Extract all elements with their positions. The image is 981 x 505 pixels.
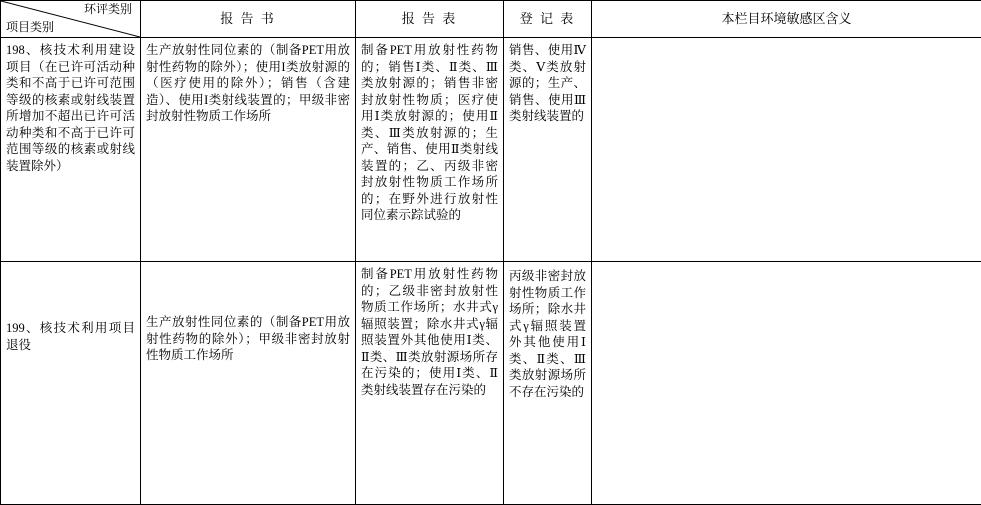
column-header-registration-form (504, 1, 592, 38)
corner-header-top-label: 环评类别 (84, 2, 132, 18)
row-category-cell: 198、核技术利用建设项目（在已许可活动种类和不高于已许可范围等级的核素或射线装置所增加不超出已许可活动种类和不高于已许可范围等级的核素或射线装置除外） (1, 38, 141, 262)
row-report-form-cell: 制备PET用放射性药物的；乙级非密封放射性物质工作场所；水井式γ辐照装置；除水井式γ辐照装置外其他使用Ⅰ类、Ⅱ类、Ⅲ类放射源场所存在污染的；使用Ⅰ类、Ⅱ类射线装置存在污染的 (356, 262, 504, 505)
row-report-book-cell: 生产放射性同位素的（制备PET用放射性药物的除外）；使用I类放射源的（医疗使用的除外）；销售（含建造）、使用I类射线装置的；甲级非密封放射性物质工作场所 (141, 38, 356, 262)
row-registration-form-cell: 销售、使用Ⅳ类、Ⅴ类放射源的；生产、销售、使用Ⅲ类射线装置的 (504, 38, 592, 262)
column-header-label: 报 告 表 (402, 11, 458, 26)
row-report-form-cell: 制备PET用放射性药物的；销售Ⅰ类、Ⅱ类、Ⅲ类放射源的；销售非密封放射性物质；医疗使用Ⅰ类放射源的；使用Ⅱ类、Ⅲ类放射源的；生产、销售、使用Ⅱ类射线装置的；乙、丙级非密封放射性物质工作场所的；在野外进行放射性同位素示踪试验的 (356, 38, 504, 262)
table-row (1, 38, 981, 262)
column-header-label: 报 告 书 (220, 11, 276, 26)
column-header-sensitive-area-meaning (592, 1, 981, 38)
corner-header-bottom-label: 项目类别 (6, 20, 54, 36)
column-header-report-book (141, 1, 356, 38)
row-sensitive-area-cell (592, 38, 981, 262)
row-sensitive-area-cell (592, 262, 981, 505)
column-header-report-form (356, 1, 504, 38)
row-category-cell: 199、核技术利用项目退役 (1, 262, 141, 505)
row-registration-form-cell: 丙级非密封放射性物质工作场所；除水井式γ辐照装置外其他使用Ⅰ类、Ⅱ类、Ⅲ类放射源场所不存在污染的 (504, 262, 592, 505)
table-row (1, 262, 981, 505)
row-report-book-cell: 生产放射性同位素的（制备PET用放射性药物的除外）；甲级非密封放射性物质工作场所 (141, 262, 356, 505)
column-header-label: 登 记 表 (520, 11, 576, 26)
column-header-label: 本栏目环境敏感区含义 (721, 11, 851, 26)
table-header-row (1, 1, 981, 38)
corner-header-cell (1, 1, 141, 38)
